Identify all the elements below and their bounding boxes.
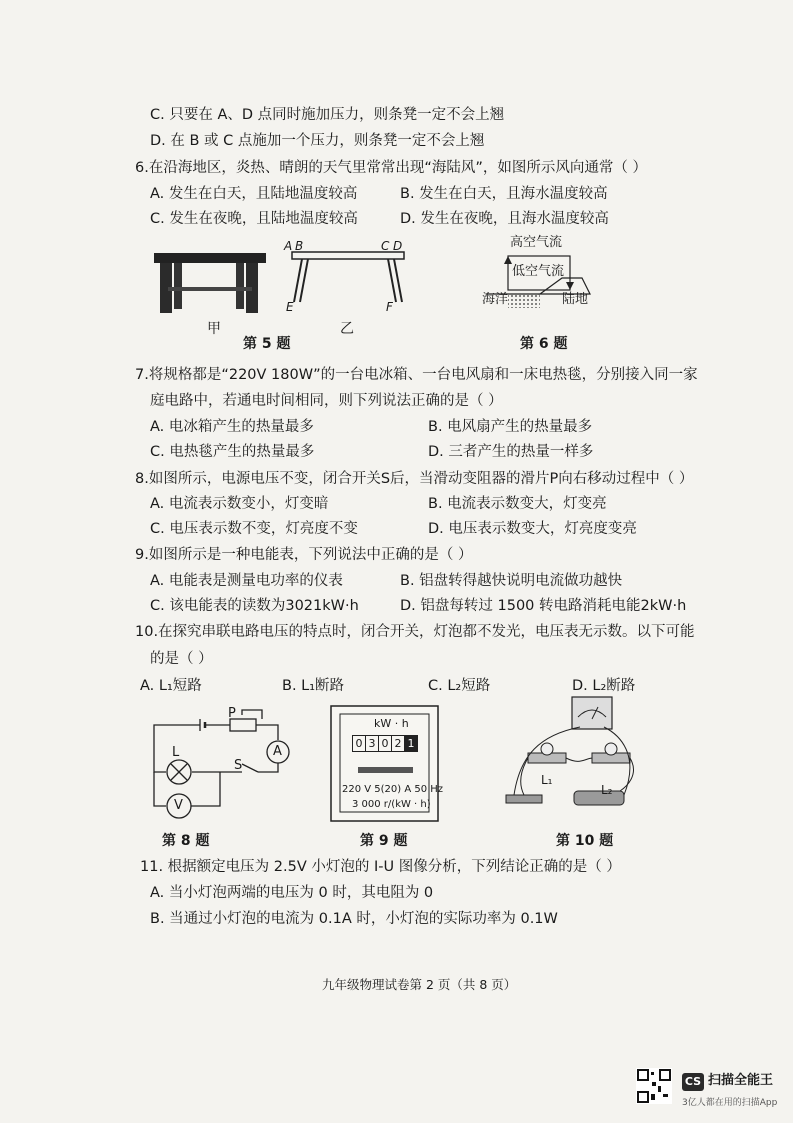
fig6-caption: 第 6 题 — [520, 336, 568, 352]
scanner-app-tagline: 3亿人都在用的扫描App — [682, 1098, 778, 1108]
q8-option-d: D. 电压表示数变大，灯亮度变亮 — [428, 521, 637, 537]
fig6-land: 陆地 — [562, 292, 589, 307]
q10-stem-1: 10.在探究串联电路电压的特点时，闭合开关，灯泡都不发光，电压表无示数。以下可能 — [135, 624, 695, 640]
page-footer: 九年级物理试卷第 2 页（共 8 页） — [322, 977, 517, 992]
scanner-app-logo: CS — [682, 1073, 704, 1091]
q6-option-a: A. 发生在白天，且陆地温度较高 — [150, 186, 358, 202]
scanner-app-name: 扫描全能王 — [708, 1073, 774, 1088]
fig10-caption: 第 10 题 — [556, 833, 614, 849]
fig8-ammeter: A — [273, 744, 282, 759]
q10-option-a: A. L₁短路 — [140, 678, 202, 694]
fig6-low-air: 低空气流 — [512, 264, 565, 279]
fig6-sea: 海洋 — [482, 292, 509, 307]
fig5-label-yi: 乙 — [340, 321, 354, 337]
q5-option-d: D. 在 B 或 C 点施加一个压力，则条凳一定不会上翘 — [150, 133, 485, 149]
q7-option-c: C. 电热毯产生的热量最多 — [150, 444, 315, 460]
fig8-circuit — [150, 710, 300, 825]
fig10-L1: L₁ — [541, 773, 553, 787]
q11-option-a: A. 当小灯泡两端的电压为 0 时，其电阻为 0 — [150, 885, 434, 901]
q10-stem-2: 的是（ ） — [150, 651, 213, 667]
fig9-digit: 0 — [379, 735, 392, 752]
point-C: C — [381, 239, 390, 253]
q6-option-c: C. 发生在夜晚，且陆地温度较高 — [150, 211, 358, 227]
qr-code-icon — [636, 1068, 672, 1104]
q9-option-a: A. 电能表是测量电功率的仪表 — [150, 573, 343, 589]
q7-option-a: A. 电冰箱产生的热量最多 — [150, 419, 314, 435]
fig8-P: P — [228, 706, 236, 721]
fig9-digit: 0 — [352, 735, 366, 752]
point-D: D — [393, 239, 403, 253]
point-E: E — [286, 300, 294, 314]
point-A: A — [284, 239, 293, 253]
q8-stem: 8.如图所示，电源电压不变，闭合开关S后，当滑动变阻器的滑片P向右移动过程中（ ） — [135, 471, 694, 487]
fig5-caption: 第 5 题 — [243, 336, 291, 352]
fig9-digit: 3 — [366, 735, 379, 752]
q9-option-c: C. 该电能表的读数为3021kW·h — [150, 598, 359, 614]
fig9-caption: 第 9 题 — [360, 833, 408, 849]
q8-option-b: B. 电流表示数变大，灯变亮 — [428, 496, 607, 512]
q6-stem: 6.在沿海地区，炎热、晴朗的天气里常常出现“海陆风”，如图所示风向通常（ ） — [135, 160, 647, 176]
q10-option-b: B. L₁断路 — [282, 678, 345, 694]
q7-stem-1: 7.将规格都是“220V 180W”的一台电冰箱、一台电风扇和一床电热毯，分别接入同一家 — [135, 367, 698, 383]
q6-option-d: D. 发生在夜晚，且海水温度较高 — [400, 211, 609, 227]
fig9-digit-row — [352, 735, 418, 752]
q8-option-c: C. 电压表示数不变，灯亮度不变 — [150, 521, 358, 537]
q7-stem-2: 庭电路中，若通电时间相同，则下列说法正确的是（ ） — [150, 393, 503, 409]
fig5-label-jia: 甲 — [207, 321, 221, 337]
point-B: B — [295, 239, 304, 253]
fig8-voltmeter: V — [174, 798, 183, 813]
q9-stem: 9.如图所示是一种电能表，下列说法中正确的是（ ） — [135, 547, 473, 563]
fig10-L2: L₂ — [601, 783, 613, 797]
q10-option-c: C. L₂短路 — [428, 678, 491, 694]
q5-option-c: C. 只要在 A、D 点同时施加压力，则条凳一定不会上翘 — [150, 107, 505, 123]
q11-stem: 11. 根据额定电压为 2.5V 小灯泡的 I-U 图像分析，下列结论正确的是（ ） — [140, 859, 621, 875]
fig9-spec-1: 220 V 5(20) A 50 Hz — [342, 784, 444, 795]
fig5-bench-photo — [150, 245, 270, 325]
fig9-unit: kW · h — [374, 717, 409, 730]
fig10-circuit-photo — [500, 695, 650, 825]
fig9-digit: 2 — [392, 735, 405, 752]
q9-option-d: D. 铝盘每转过 1500 转电路消耗电能2kW·h — [400, 598, 687, 614]
q6-option-b: B. 发生在白天，且海水温度较高 — [400, 186, 608, 202]
q7-option-b: B. 电风扇产生的热量最多 — [428, 419, 593, 435]
fig9-spec-2: 3 000 r/(kW · h) — [352, 799, 431, 810]
fig8-caption: 第 8 题 — [162, 833, 210, 849]
fig8-lamp-L: L — [172, 745, 180, 760]
point-F: F — [386, 300, 393, 314]
q8-option-a: A. 电流表示数变小，灯变暗 — [150, 496, 329, 512]
fig8-switch-S: S — [234, 758, 243, 773]
q10-option-d: D. L₂断路 — [572, 678, 636, 694]
fig9-digit-decimal: 1 — [405, 735, 418, 752]
q11-option-b: B. 当通过小灯泡的电流为 0.1A 时，小灯泡的实际功率为 0.1W — [150, 911, 558, 927]
q9-option-b: B. 铝盘转得越快说明电流做功越快 — [400, 573, 623, 589]
q7-option-d: D. 三者产生的热量一样多 — [428, 444, 594, 460]
fig6-high-air: 高空气流 — [510, 235, 563, 250]
